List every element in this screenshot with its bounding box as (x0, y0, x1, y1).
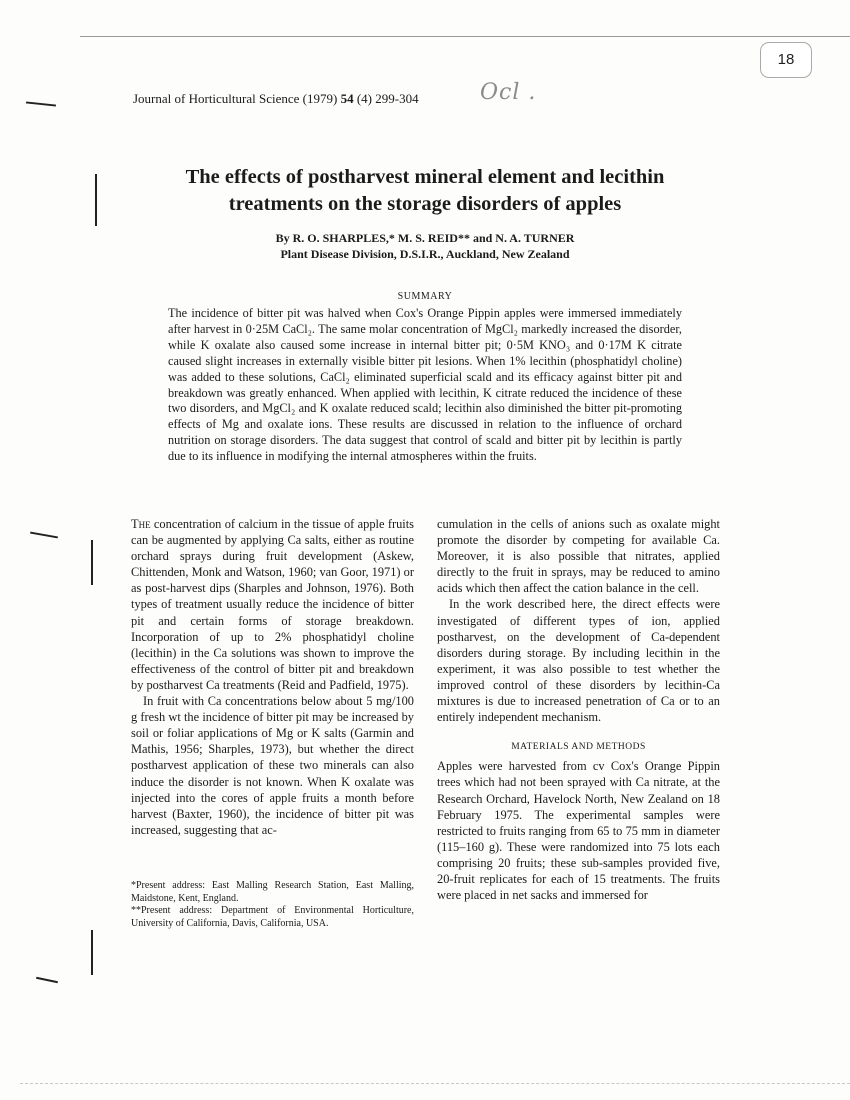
scan-mark-bar (91, 540, 93, 585)
section-heading: MATERIALS AND METHODS (511, 742, 646, 753)
top-rule (80, 36, 850, 37)
journal-citation: Journal of Horticultural Science (1979) 54 (4) 299-304 (133, 91, 419, 106)
lead-word: The (131, 517, 151, 531)
scan-mark-bar (95, 174, 97, 226)
footnotes (131, 880, 414, 930)
affiliation: Plant Disease Division, D.S.I.R., Auckland, New Zealand (280, 247, 570, 261)
authors: By R. O. SHARPLES,* M. S. REID** and N. A. TURNER (275, 231, 575, 245)
footnote: **Present address: Department of Environmental Horticulture, University of California, Davis, California, USA. (131, 905, 414, 929)
bottom-rule (20, 1083, 850, 1085)
body-column-right (437, 516, 720, 903)
page-number-badge: 18 (760, 42, 812, 78)
title-line: treatments on the storage disorders of apples (228, 193, 622, 215)
byline (150, 230, 700, 262)
body-paragraph: Apples were harvested from cv Cox's Orange Pippin trees which had not been sprayed with Ca nitrate, at the Research Orchard, Havelock North, New Zealand on 18 February 1975. The experimental samples were restricted to fruits ranging from 65 to 75 mm in diameter (115–160 g). These were randomized into 75 lots each comprising 20 fruits; these sub-samples provided five, 20-fruit replicates for each of 15 treatments. The fruits were placed in net sacks and immersed for (437, 759, 720, 903)
handwritten-note: Ocl . (480, 80, 537, 105)
summary-text: The incidence of bitter pit was halved when Cox's Orange Pippin apples were immersed immediately after harvest in 0·25M CaCl₂. The same molar concentration of MgCl₂ markedly increased the disorder, while K oxalate also caused some increase in internal bitter pit; 0·5M KNO₃ and 0·17M K citrate caused slight increases in externally visible bitter pit lesions. When 1% lecithin (phosphatidyl choline) was added to these solutions, CaCl₂ eliminated superficial scald and its efficacy against bitter pit and breakdown was greatly enhanced. When applied with lecithin, K citrate reduced the incidence of these two disorders, and MgCl₂ and K oxalate reduced scald; lecithin also diminished the bitter pit-promoting effects of Mg and oxalate ions. These results are discussed in relation to the influence of orchard nutrition on storage disorders. The data suggest that control of scald and bitter pit by lecithin is partly due to its influence in modifying the internal atmospheres within the fruits. (168, 306, 682, 464)
body-paragraph: In the work described here, the direct effects were investigated of different types of ion, applied postharvest, on the development of Ca-dependent disorders during storage. By including lecithin in the experiment, it was also possible to test whether the improved control of these disorders by lecithin-Ca mixtures is due to increased penetration of Ca or to an entirely independent mechanism. (437, 597, 720, 725)
scan-mark-dash (36, 977, 58, 984)
scan-mark-dash (30, 532, 58, 539)
body-paragraph: In fruit with Ca concentrations below about 5 mg/100 g fresh wt the incidence of bitter pit may be increased by soil or foliar applications of Mg or K salts (Garmin and Mathis, 1956; Sharples, 1973), but whether the direct postharvest application of these two minerals can also induce the disorder is not known. When K oxalate was injected into the cores of apple fruits a month before harvest (Baxter, 1960), the incidence of bitter pit was increased, suggesting that ac- (131, 694, 414, 837)
body-paragraph: The concentration of calcium in the tissue of apple fruits can be augmented by applying Ca salts, either as routine orchard sprays during fruit development (Askew, Chittenden, Monk and Watson, 1960; van Goor, 1971) or as post-harvest dips (Sharples and Johnson, 1976). Both types of treatment usually reduce the incidence of bitter pit and certain forms of storage breakdown. Incorporation of up to 2% phosphatidyl choline (lecithin) in the Ca solutions was shown to improve the effectiveness of the control of bitter pit and breakdown by postharvest Ca treatments (Reid and Padfield, 1975). (131, 517, 414, 692)
body-paragraph: cumulation in the cells of anions such as oxalate might promote the disorder by competing for available Ca. Moreover, it is also possible that nitrates, applied directly to the fruit in sprays, may be reduced to amino acids which then affect the cation balance in the cell. (437, 517, 720, 596)
title-line: The effects of postharvest mineral element and lecithin (185, 166, 665, 188)
body-column-left (131, 516, 414, 838)
footnote: *Present address: East Malling Research Station, East Malling, Maidstone, Kent, England. (131, 880, 414, 904)
scan-mark-bar (91, 930, 93, 975)
scan-mark-dash (26, 101, 56, 106)
article-title (150, 164, 700, 218)
summary-heading: SUMMARY (397, 291, 453, 302)
